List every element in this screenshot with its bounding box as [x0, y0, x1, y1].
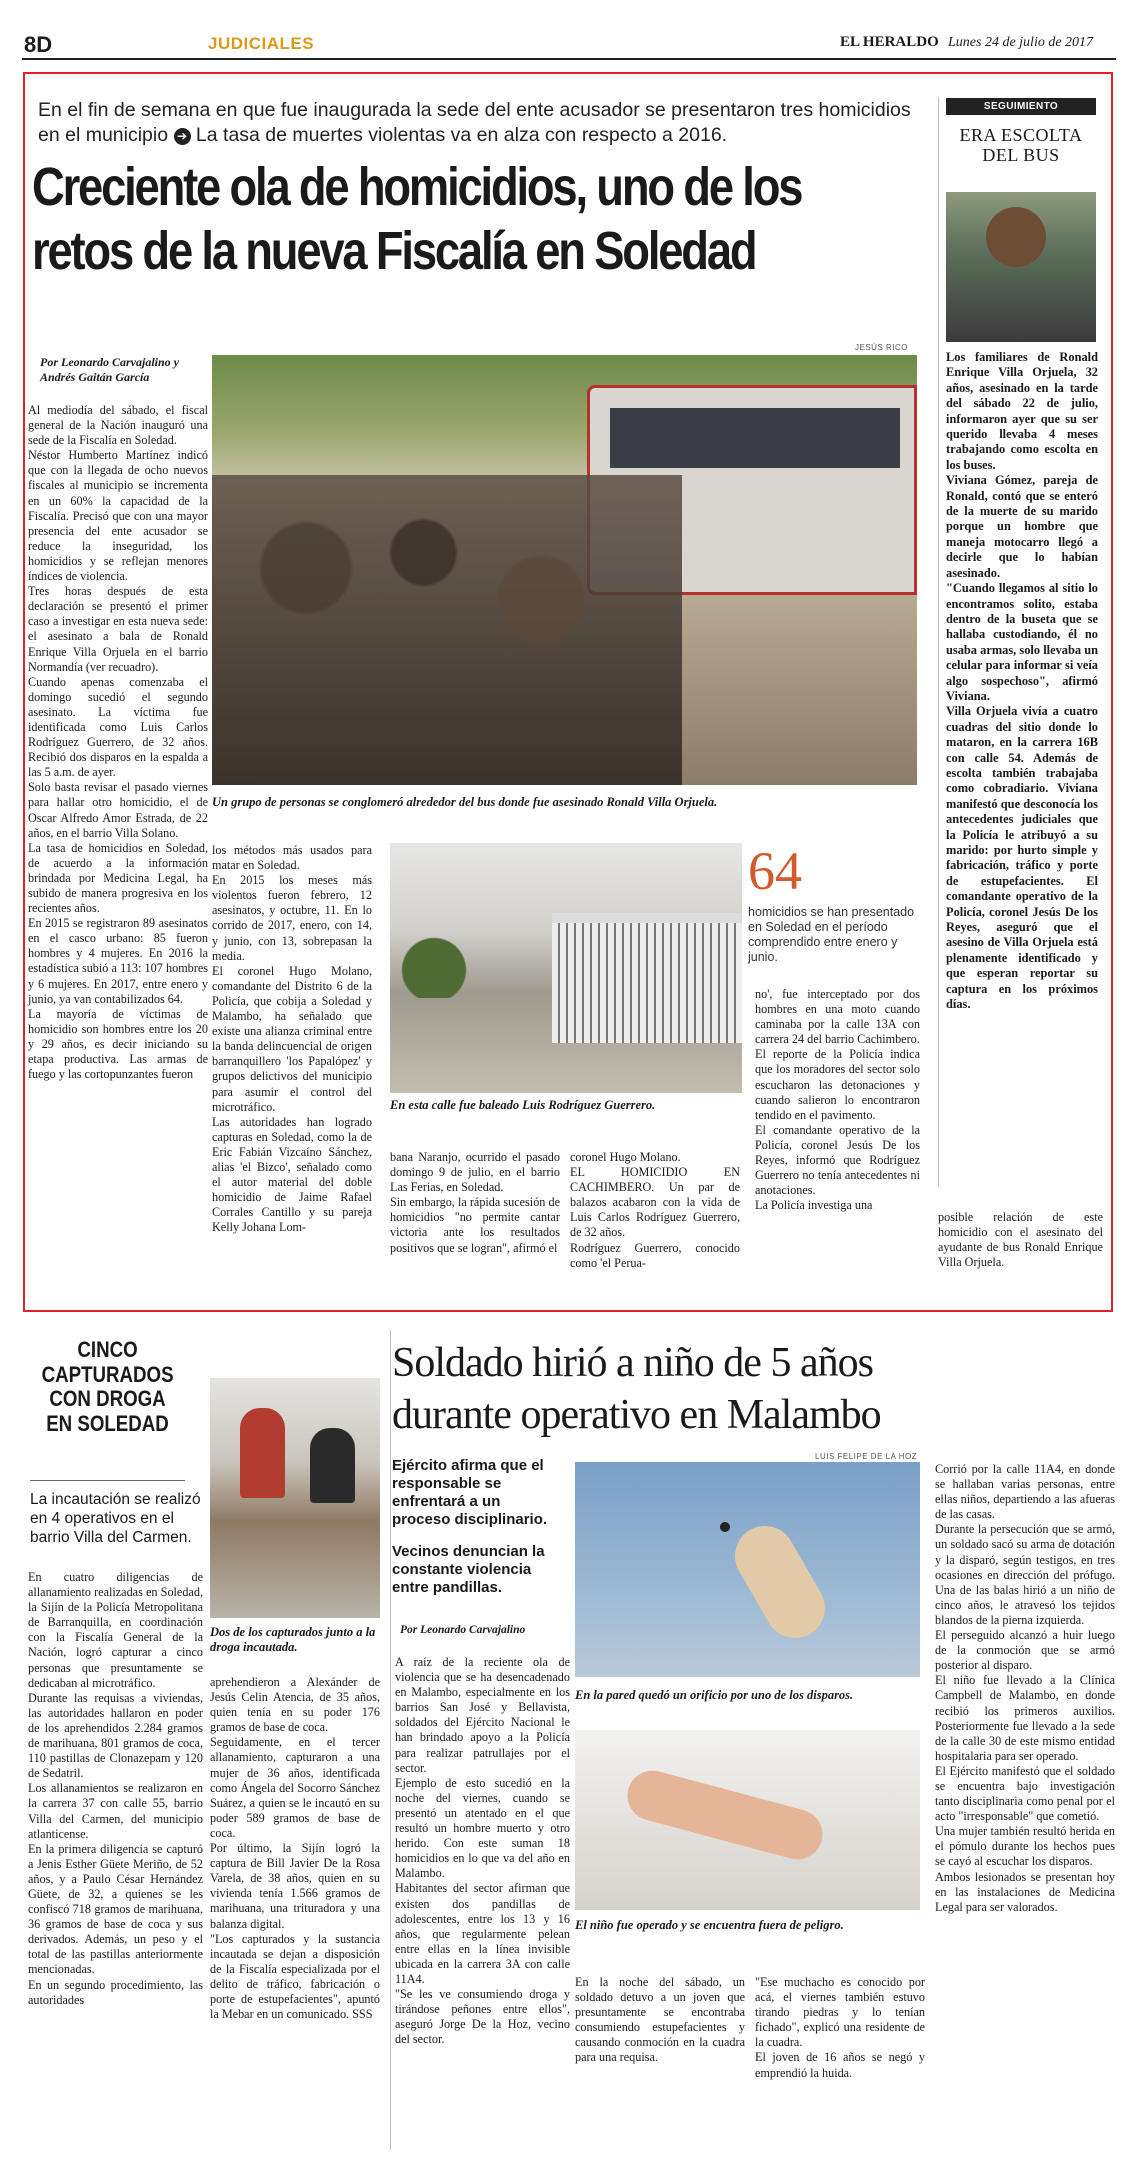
article-column — [755, 987, 920, 1213]
wall-hole-photo — [575, 1462, 920, 1677]
article-column — [935, 1462, 1115, 2152]
photo-credit: LUIS FELIPE DE LA HOZ — [815, 1452, 918, 1461]
captured-people-photo — [210, 1378, 380, 1618]
arrow-right-icon: ➔ — [174, 128, 191, 145]
column-text: bana Naranjo, ocurrido el pasado domingo 9 de julio, en el barrio Las Ferias, en Soledad. Sin embargo, la rápida sucesión de homicidios "no permite cantar victoria ante los resultados positivos que se logran", afirmó el — [390, 1150, 560, 1255]
sidebar-title: ERA ESCOLTA DEL BUS — [959, 125, 1083, 165]
house-shape — [552, 913, 742, 1043]
article-column — [28, 1570, 203, 2150]
newspaper-name: EL HERALDO — [840, 34, 939, 50]
photo-caption: Un grupo de personas se conglomeró alrededor del bus donde fue asesinado Ronald Villa Orjuela. — [212, 795, 718, 809]
column-text: no', fue interceptado por dos hombres en una moto cuando caminaba por la calle 13A con carrera 24 del barrio Cachimbero. El reporte de la Policía indica que los moradores del sector solo escucharon las detonaciones y cuando salieron lo encontraron tendido en el pavimento. El comandante operativo de la Policía, coronel Jesús De los Reyes, informó que Rodríguez Guerrero no tenía antecedentes ni anotaciones. La Policía investiga una — [755, 987, 920, 1213]
headline-line-2: durante operativo en Malambo — [392, 1392, 881, 1438]
photo-caption: En la pared quedó un orificio por uno de los disparos. — [575, 1688, 854, 1702]
article-column — [212, 843, 372, 1293]
trees-shape — [390, 928, 500, 998]
column-text: aprehendieron a Alexánder de Jesús Celin Atencia, de 35 años, quien tenía en su poder 176 gramos de base de coca. Seguidamente, en el tercer allanamiento, capturaron a una mujer de 36 años, identificada como Ángela del Socorro Sánchez Suárez, a quien se le incautó en su poder 589 gramos de base de coca. Por último, la Sijín logró la captura de Bill Javier De la Rosa Varela, de 38 años, quien en su vivienda tenía 1.566 gramos de marihuana, una trituradora y una balanza digital. "Los capturados y la sustancia incautada se dejan a disposición de la Fiscalía especializada por el delito de tráfico, fabricación o porte de estupefacientes", apuntó la Mebar en un comunicado. SSS — [210, 1675, 380, 2022]
header-rule — [22, 58, 1116, 60]
column-text: En cuatro diligencias de allanamiento realizadas en Soledad, la Sijín de la Policía Metropolitana de Barranquilla, en coordinación con la Fiscalía General de la Nación, logró capturar a cinco personas que presuntamente se dedicaban al microtráfico. Durante las requisas a viviendas, las autoridades hallaron en poder de los aprehendidos 2.284 gramos de marihuana, 801 gramos de coca, 110 pastillas de Clonazepam y 120 de Sedatril. Los allanamientos se realizaron en la carrera 37 con calle 55, barrio Villa del Carmen, del municipio atlanticense. En la primera diligencia se capturó a Jenis Esther Güete Meriño, de 52 años, y a Paulo César Hernández Güete, de 32, a quienes se les confiscó 718 gramos de marihuana, 36 gramos de base de coca y sus derivados. Además, un peso y el total de las pastillas anteriormente mencionadas. En un segundo procedimiento, las autoridades — [28, 1570, 203, 2007]
column-text: Corrió por la calle 11A4, en donde se hallaban varias personas, entre ellas niños, departiendo a las afueras de las casas. Durante la persecución que se armó, un soldado sacó su arma de dotación y la disparó, según testigos, en tres ocasiones en dirección del prófugo. Una de las balas hirió a un niño de cinco años, le atravesó los tejidos blandos de la pierna izquierda. El perseguido alcanzó a huir luego de la conmoción que se armó posterior al disparo. El niño fue llevado a la Clínica Campbell de Malambo, en donde recibió los primeros auxilios. Posteriormente fue llevado a la sede de la calle 30 de este mismo entidad hospitalaria para ser operado. El Ejército manifestó que el soldado se encuentra bajo investigación tanto disciplinaria como penal por el acto "irresponsable" que cometió. Una mujer también resultó herida en el pómulo durante los hechos pues se cayó al escuchar los disparos. Ambos lesionados se presentan hoy en las instalaciones de Medicina Legal para ser valorados. — [935, 1462, 1115, 1914]
top-story-kicker — [38, 98, 918, 148]
column-text: "Ese muchacho es conocido por acá, el viernes también estuvo tirando piedras y lo tenían fichado", explicó una residente de la cuadra. El joven de 16 años se negó y emprendió la huida. — [755, 1975, 925, 2080]
photo-credit: JESÚS RICO — [855, 343, 909, 352]
stat-text: homicidios se han presentado en Soledad en el período comprendido entre enero y junio. — [748, 905, 915, 964]
column-text: posible relación de este homicidio con el asesinato del ayudante de bus Ronald Enrique Villa Orjuela. — [938, 1210, 1103, 1270]
soldado-byline: Por Leonardo Carvajalino — [400, 1624, 526, 1636]
soldado-deck — [392, 1457, 562, 1597]
section-name: JUDICIALES — [208, 34, 315, 53]
article-column — [755, 1975, 925, 2155]
photo-caption: En esta calle fue baleado Luis Rodríguez Guerrero. — [390, 1098, 656, 1112]
soldado-headline — [392, 1337, 1112, 1441]
column-text: coronel Hugo Molano. EL HOMICIDIO EN CACHIMBERO. Un par de balazos acabaron con la vida de Luis Carlos Rodríguez Guerrero, de 32 años. Rodríguez Guerrero, conocido como 'el Perua- — [570, 1150, 740, 1270]
deck-2: Vecinos denuncian la constante violencia entre pandillas. — [392, 1543, 545, 1596]
article-column — [390, 1150, 560, 1290]
kicker-text-2: La tasa de muertes violentas va en alza con respecto a 2016. — [195, 124, 728, 146]
sidebar-text — [946, 350, 1098, 1180]
column-divider — [390, 1330, 391, 2150]
cinco-story-deck: La incautación se realizó en 4 operativos en el barrio Villa del Carmen. — [30, 1491, 201, 1546]
crowd-bus-photo — [212, 355, 917, 785]
headline-line-1: Soldado hirió a niño de 5 años — [392, 1340, 873, 1386]
street-photo — [390, 843, 742, 1093]
article-column — [210, 1675, 380, 2150]
stat-number: 64 — [748, 841, 802, 901]
victim-photo — [946, 192, 1096, 342]
deck-1: Ejército afirma que el responsable se enfrentará a un proceso disciplinario. — [392, 1457, 548, 1528]
crowd-shape — [212, 475, 682, 785]
child-leg-photo — [575, 1730, 920, 1910]
article-column — [395, 1655, 570, 2055]
article-column — [570, 1150, 740, 1290]
article-column — [575, 1975, 745, 2155]
column-text: Al mediodía del sábado, el fiscal general de la Nación inauguró una sede de la Fiscalía en Soledad. Néstor Humberto Martínez indicó que con la llegada de ocho nuevos fiscales al municipio se incrementa en un 60% la capacidad de la Fiscalía. Precisó que con una mayor presencia del ente acusador se reduce la inseguridad, los homicidios y se reflejan menores índices de violencia. Tres horas después de esta declaración se presentó el primer caso a investigar en esta nueva sede: el asesinato a bala de Ronald Enrique Villa Orjuela en el barrio Normandía (ver recuadro). Cuando apenas comenzaba el domingo sucedió el segundo asesinato. La víctima fue identificada como Luis Carlos Rodríguez Guerrero, de 32 años. Recibió dos disparos en la espalda a las 5 a.m. de ayer. Solo basta revisar el pasado viernes para hallar otro homicidio, el de Oscar Alfredo Amor Estrada, de 22 años, en el barrio Villa Solano. La tasa de homicidios en Soledad, de acuerdo a la información brindada por Medicina Legal, ha subido de manera progresiva en los recientes años. En 2015 se registraron 89 asesinatos en el casco urbano: 85 fueron hombres y 4 mujeres. En 2016 la estadística subió a 113: 107 hombres y 6 mujeres. En 2017, entre enero y junio, ya van contabilizados 64. La mayoría de víctimas de homicidio son hombres entre los 20 y 29 años, es decir iniciando su etapa productiva. Las armas de fuego y las cortopunzantes fueron — [28, 403, 208, 1082]
headline-line-2: retos de la nueva Fiscalía en Soledad — [32, 221, 756, 281]
column-text: A raíz de la reciente ola de violencia que se ha desencadenado en Malambo, especialmente en los barrios San José y Bellavista, soldados del Ejército Nacional le han brindado apoyo a la Policía para realizar patrullajes por el sector. Ejemplo de esto sucedió en la noche del viernes, cuando se presentó un atentado en el que resultó un hombre muerto y otro herido. Con este suman 18 homicidios en lo que va del año en Malambo. Habitantes del sector afirman que existen dos pandillas de adolescentes, entre los 13 y 16 años, que regularmente pelean entre ellas en la línea invisible ubicada en la carrera 3A con calle 11A4. "Se les ve consumiendo droga y tirándose peñones entre ellos", aseguró Jorge De la Hoz, vecino del sector. — [395, 1655, 570, 2047]
kicker-text: En el fin de semana en que fue inaugurada la sede del ente acusador se presentaron tres homicidios en el municipio — [38, 99, 911, 146]
cinco-story-title: CINCO CAPTURADOS CON DROGA EN SOLEDAD — [41, 1337, 174, 1436]
photo-caption: El niño fue operado y se encuentra fuera de peligro. — [575, 1918, 844, 1932]
issue-date: Lunes 24 de julio de 2017 — [948, 35, 1094, 50]
article-column — [28, 403, 208, 1293]
article-column — [938, 1210, 1103, 1290]
page-number: 8D — [24, 32, 53, 57]
top-story-byline: Por Leonardo Carvajalino y Andrés Gaitán García — [40, 355, 180, 384]
divider — [30, 1480, 185, 1481]
top-story-headline — [32, 155, 922, 283]
headline-line-1: Creciente ola de homicidios, uno de los — [32, 157, 802, 217]
photo-caption: Dos de los capturados junto a la droga incautada. — [210, 1625, 376, 1654]
column-text: Los familiares de Ronald Enrique Villa Orjuela, 32 años, asesinado en la tarde del sábado 22 de julio, informaron ayer que su ser querido llevaba 4 meses trabajando como escolta en los buses. Viviana Gómez, pareja de Ronald, contó que se enteró de la muerte de su marido porque un hombre que maneja motocarro llegó a decirle que lo habían asesinado. "Cuando llegamos al sitio lo encontramos solito, estaba dentro de la buseta que se hallaba custodiando, él no usaba armas, solo llevaba un celular para informar si veía algo sospechoso", afirmó Viviana. Villa Orjuela vivía a cuatro cuadras del sitio donde lo mataron, en la carrera 16B con calle 54. Además de escolta también trabajaba como cobradiario. Viviana manifestó que desconocía los antecedentes judiciales que la Policía le atribuyó a su marido: por hurto simple y fabricación, tráfico y porte de estupefacientes. El comandante operativo de la Policía, coronel Jesús De los Reyes, aseguró que el asesino de Villa Orjuela está plenamente identificado y que esperan reportar su captura en los próximos días. — [946, 350, 1098, 1012]
column-text: los métodos más usados para matar en Soledad. En 2015 los meses más violentos fueron febrero, 12 asesinatos, y octubre, 11. En lo corrido de 2017, enero, con 14, y junio, con 13, sobrepasan la media. El coronel Hugo Molano, comandante del Distrito 6 de la Policía, que cobija a Soledad y Malambo, ha señalado que existe una alianza criminal entre la banda delincuencial de origen barranquillero 'los Papalópez' y grupos delictivos del municipio para asumir el control del microtráfico. Las autoridades han logrado capturas en Soledad, como la de Eric Fabián Vizcaíno Sánchez, alias 'el Bizco', señalado como el autor material del doble homicidio de Jaime Rafael Corrales Cantillo y su pareja Kelly Johana Lom- — [212, 843, 372, 1235]
sidebar-badge: SEGUIMIENTO — [946, 98, 1096, 115]
column-text: En la noche del sábado, un soldado detuvo a un joven que presuntamente se encontraba consumiendo estupefacientes y causando conmoción en la cuadra para una requisa. — [575, 1975, 745, 2065]
